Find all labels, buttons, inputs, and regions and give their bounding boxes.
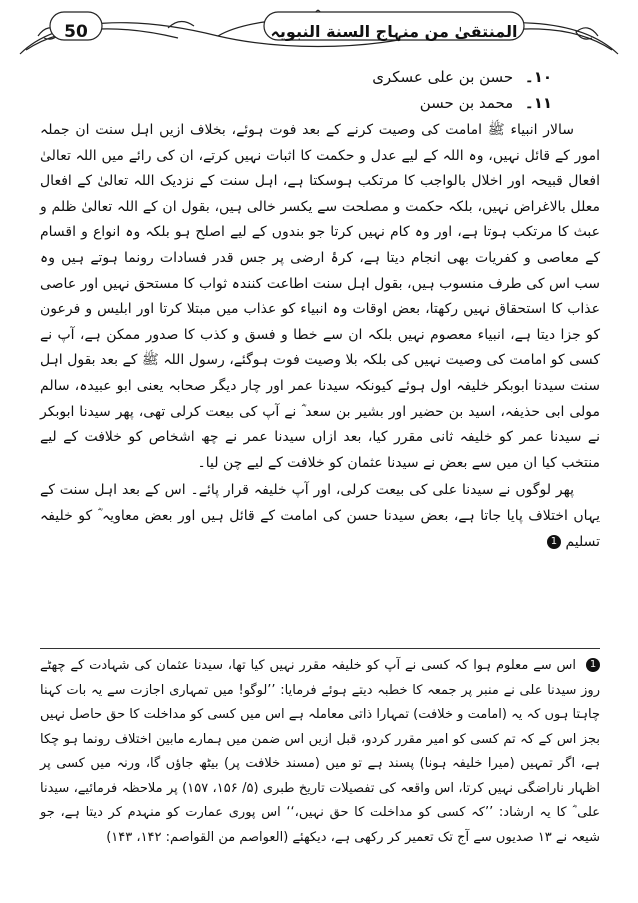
paragraph: سالار انبیاء ﷺ امامت کی وصیت کرنے کے بعد فوت ہوئے، بخلاف ازیں اہل سنت ان جملہ امور کے قائل نہیں، وہ اللہ کے لیے عدل و حکمت کا اثبات نہیں کرتے، ان کی رائے میں اللہ تعالیٰ افعال قبیحہ اور اخلال بالواجب کا مرتکب ہوسکتا ہے، اہل سنت کے نزدیک اللہ تعالیٰ کے افعال معلل بالاغراض نہیں، بلکہ حکمت و مصلحت سے یکسر خالی ہیں، بقول ان کے اللہ تعالیٰ ظلم و عبث کا مرتکب ہوتا ہے، اور وہ کام نہیں کرتا جو بندوں کے لیے اصلح ہو بلکہ وہ انواع و اقسام کے معاصی و کفریات بھی انجام دیتا ہے، کرۂ ارضی پر جس قدر فسادات رونما ہوتے ہیں وہ سب اس کی طرف منسوب ہیں، بقول اہل سنت اطاعت کنندہ ثواب کا مستحق نہیں اور عاصی عذاب کا استحقاق نہیں رکھتا، بعض اوقات وہ انبیاء کو عذاب میں مبتلا کرتا اور ابلیس و فرعون کو جزا دیتا ہے، انبیاء معصوم نہیں بلکہ ان سے خطا و فسق و کذب کا صدور ممکن ہے، آپ نے کسی کو امامت کی وصیت نہیں کی بلکہ بلا وصیت فوت ہوگئے، رسول اللہ ﷺ کے بعد بقول اہل سنت سیدنا ابوبکر خلیفہ اول ہوئے کیونکہ سیدنا عمر اور چار دیگر صحابہ یعنی ابو عبیدہ، سالم مولی ابی حذیفہ، اسید بن حضیر اور بشیر بن سعد ؓ نے آپ کی بیعت کرلی تھی، پھر سیدنا ابوبکر نے سیدنا عمر کو خلیفہ ثانی مقرر کیا، بعد ازاں سیدنا عمر نے چھ اشخاص کو خلافت کے لیے منتخب کیا ان میں سے بعض نے سیدنا عثمان کو خلافت کے لیے چن لیا۔ [40, 122, 600, 471]
page-number: 50 [64, 22, 88, 42]
paragraph [40, 478, 600, 555]
footnote-divider [40, 648, 600, 649]
footnote-number: 1 [586, 658, 600, 672]
book-title: المنتقیٰ من منہاج السنة النبویہ [270, 22, 518, 41]
page-header [18, 6, 620, 58]
footnote [40, 654, 600, 850]
main-text [40, 64, 600, 555]
footnote-reference[interactable]: 1 [547, 535, 561, 549]
footnote-text: اس سے معلوم ہوا کہ کسی نے آپ کو خلیفہ مقرر نہیں کیا تھا، سیدنا عثمان کی شہادت کے چھٹے روز سیدنا علی نے منبر پر جمعہ کا خطبہ دیتے ہوئے فرمایا: ’’لوگو! میں تمہاری اجازت سے یہ بات کہنا چاہتا ہوں کہ یہ (امامت و خلافت) تمہارا ذاتی معاملہ ہے اس میں کسی کو مداخلت کا حق حاصل نہیں بجز اس کے کہ تم کسی کو امیر مقرر کردو، قبل ازیں اس ضمن میں ہمارے مابین اختلاف رونما ہو چکا ہے، اگر تمہیں (میرا خلیفہ ہونا) پسند ہے تو میں (مسند خلافت پر) بیٹھ جاؤں گا، ورنہ میں کسی پر اظہار ناراضگی نہیں کرتا، اس واقعہ کی تفصیلات تاریخ طبری (۵/ ۱۵۶، ۱۵۷) پر ملاحظہ فرمائیے، سیدنا علی ؓ کا یہ ارشاد: ’’کہ کسی کو مداخلت کا حق نہیں،‘‘ اس پوری عمارت کو منہدم کر دیتا ہے، جو شیعہ نے ۱۳ صدیوں سے آج تک تعمیر کر رکھی ہے، دیکھئے (العواصم من القواصم: ۱۴۲، ۱۴۳) [40, 658, 601, 845]
list-item-number: ۱۰۔ [524, 68, 552, 86]
list-item [40, 64, 552, 90]
list-item-number: ۱۱۔ [524, 94, 552, 112]
list-item-name: محمد بن حسن [419, 94, 514, 112]
list-item-name: حسن بن علی عسکری [372, 68, 514, 86]
paragraph-text: پھر لوگوں نے سیدنا علی کی بیعت کرلی، اور آپ خلیفہ قرار پائے۔ اس کے بعد اہل سنت کے یہاں اختلاف پایا جاتا ہے، بعض سیدنا حسن کی امامت کے قائل ہیں اور بعض معاویہ ؓ کو خلیفہ تسلیم [40, 482, 600, 550]
list-item [40, 90, 552, 116]
